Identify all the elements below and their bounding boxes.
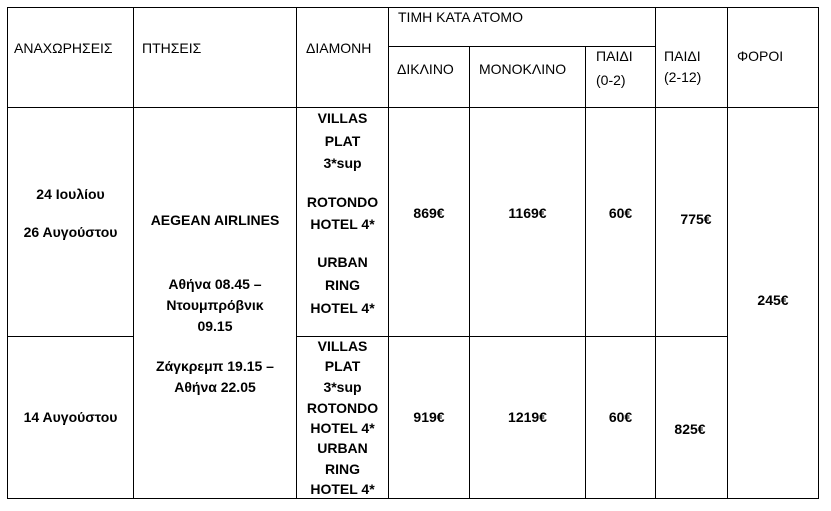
row2-hotel-line: URBAN <box>317 440 368 456</box>
flights-outbound-line-2: Ντουμπρόβνικ <box>166 297 264 313</box>
taxes-value: 245€ <box>757 292 789 308</box>
row2-date-1: 14 Αυγούστου <box>23 409 118 425</box>
header-child-0-2-range: (0-2) <box>596 72 626 88</box>
row1-hotel-line: URBAN <box>317 254 368 270</box>
row1-date-2: 26 Αυγούστου <box>23 224 118 240</box>
header-accommodation: ΔΙΑΜΟΝΗ <box>306 40 372 56</box>
row1-hotel-line: PLAT <box>324 133 361 149</box>
row2-price-child-2-12: 825€ <box>674 421 706 437</box>
row1-hotel-line: RING <box>325 277 360 293</box>
header-child-0-2: ΠΑΙΔΙ <box>596 48 633 64</box>
row1-hotel-line: HOTEL 4* <box>310 216 375 232</box>
flights-return-line-1: Ζάγκρεμπ 19.15 – <box>156 358 274 374</box>
header-child-2-12: ΠΑΙΔΙ <box>664 48 701 64</box>
row2-price-child-0-2: 60€ <box>608 409 633 425</box>
header-child-2-12-range: (2-12) <box>664 69 702 85</box>
row2-hotel-line: 3*sup <box>323 379 362 395</box>
row1-hotel-line: VILLAS <box>317 110 368 126</box>
header-double: ΔΙΚΛΙΝΟ <box>397 61 454 77</box>
row2-hotel-line: ROTONDO <box>306 400 379 416</box>
row2-hotel-line: HOTEL 4* <box>310 420 375 436</box>
row1-price-child-2-12: 775€ <box>680 211 712 227</box>
header-taxes: ΦΟΡΟΙ <box>737 48 784 64</box>
row1-hotel-line: HOTEL 4* <box>310 300 375 316</box>
row1-date-1: 24 Ιουλίου <box>36 186 105 202</box>
flights-return-line-2: Αθήνα 22.05 <box>174 379 256 395</box>
row2-hotel-line: VILLAS <box>317 338 368 354</box>
row2-hotel-line: RING <box>325 461 360 477</box>
row1-hotel-line: ROTONDO <box>306 194 379 210</box>
row1-price-double: 869€ <box>413 205 445 221</box>
row1-price-single: 1169€ <box>508 205 547 221</box>
flights-outbound-line-1: Αθήνα 08.45 – <box>168 276 262 292</box>
flights-airline: AEGEAN AIRLINES <box>150 212 280 228</box>
row2-price-single: 1219€ <box>508 409 547 425</box>
row2-price-double: 919€ <box>413 409 445 425</box>
flights-outbound-line-3: 09.15 <box>197 318 233 334</box>
header-price-per-person: ΤΙΜΗ ΚΑΤΑ ΑΤΟΜΟ <box>398 9 523 25</box>
row2-hotel-line: HOTEL 4* <box>310 481 375 497</box>
row1-hotel-line: 3*sup <box>323 155 362 171</box>
header-single: ΜΟΝΟΚΛΙΝΟ <box>479 61 567 77</box>
header-flights: ΠΤΗΣΕΙΣ <box>142 40 202 56</box>
header-departures: ΑΝΑΧΩΡΗΣΕΙΣ <box>14 40 113 56</box>
row1-price-child-0-2: 60€ <box>608 205 633 221</box>
row2-hotel-line: PLAT <box>324 358 361 374</box>
